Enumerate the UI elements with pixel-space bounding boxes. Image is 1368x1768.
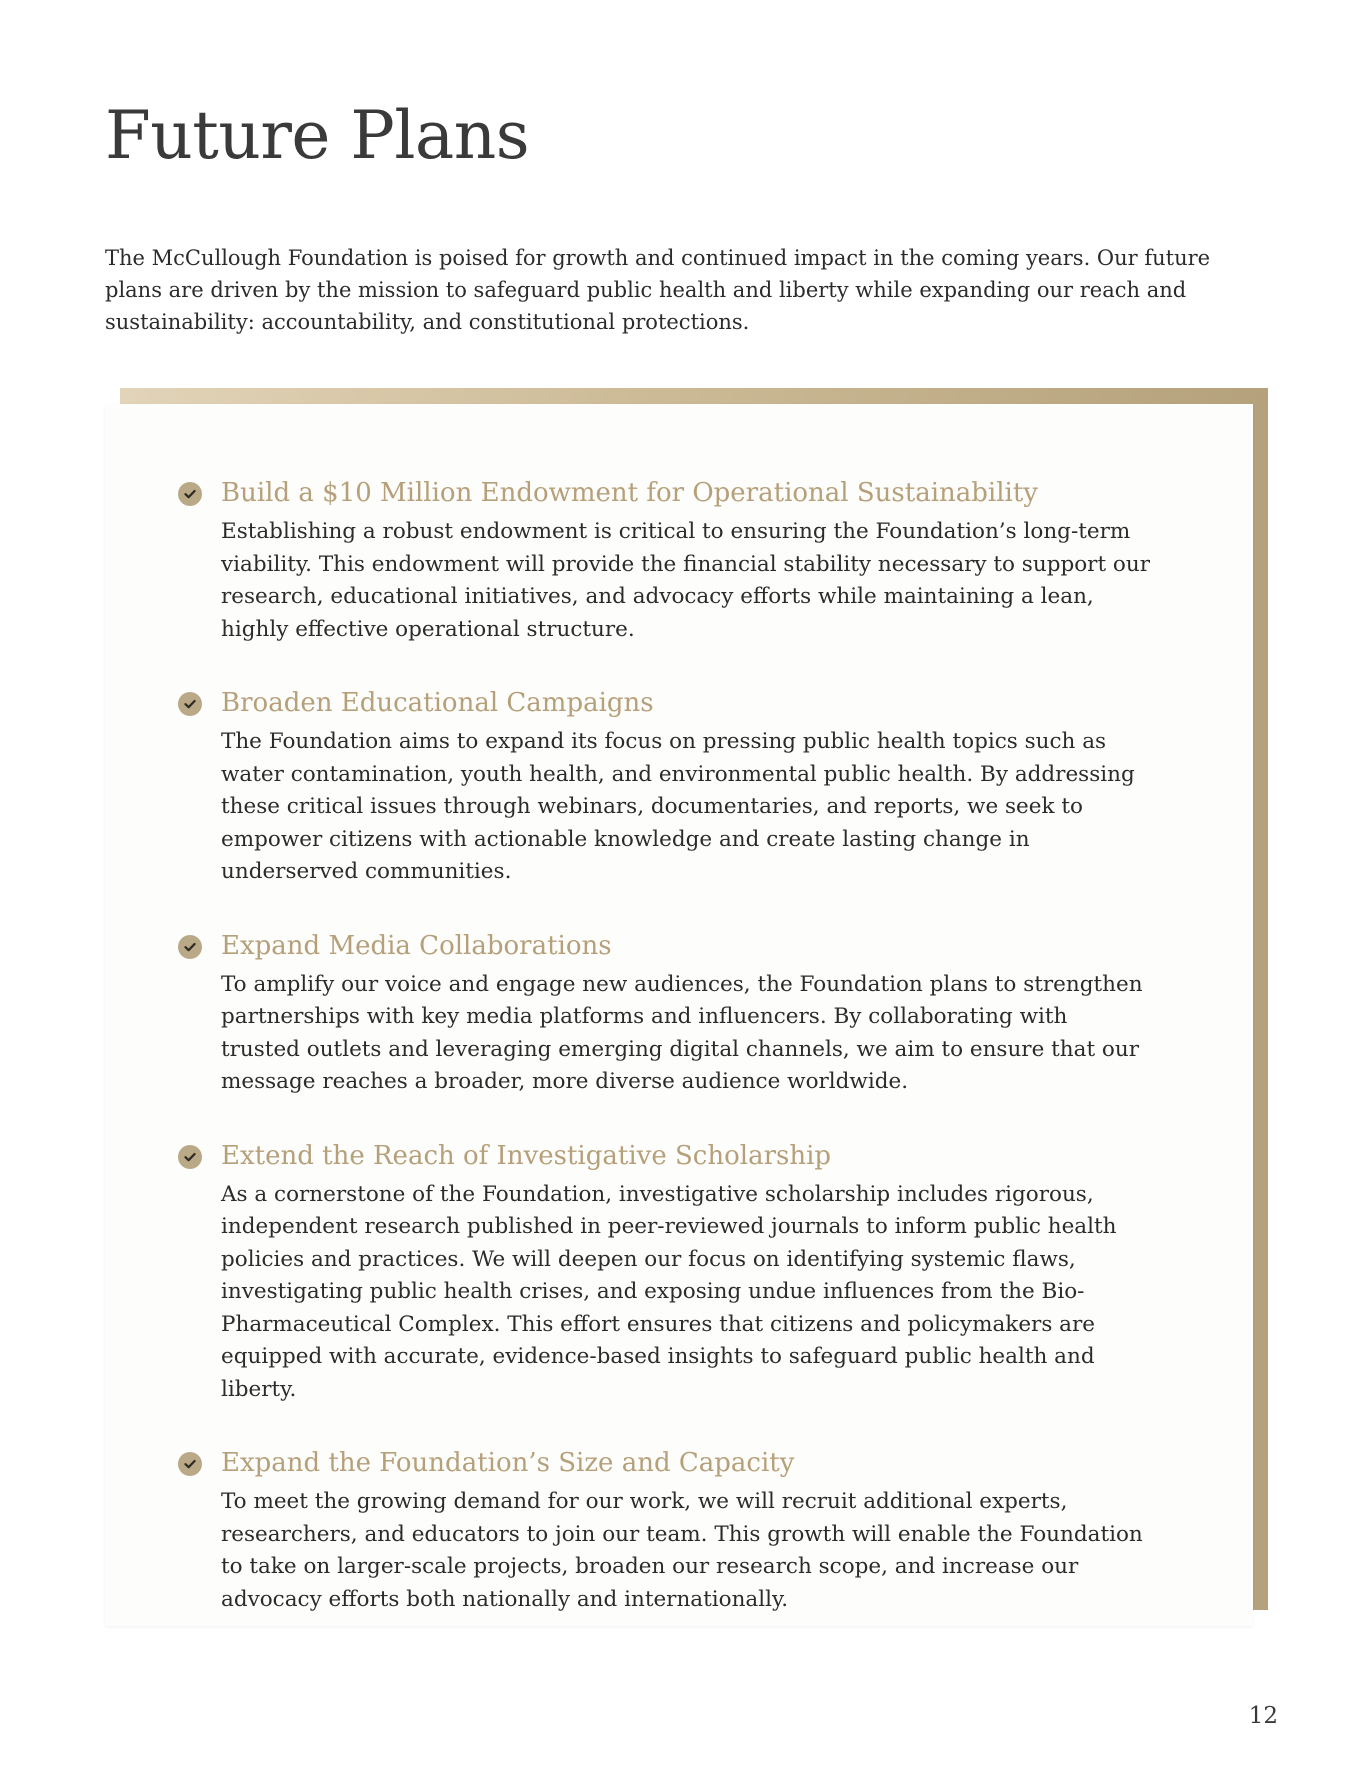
page-title: Future Plans	[105, 97, 530, 174]
plan-title: Extend the Reach of Investigative Scholarship	[221, 1140, 832, 1171]
plan-item-media-collaborations	[105, 927, 1253, 1099]
plan-description: To meet the growing demand for our work, we will recruit additional experts, researchers, and educators to join our team. This growth will enable the Foundation to take on larger-scale projects, broaden our research scope, and increase our advocacy efforts both nationally and internationally.	[221, 1489, 1143, 1612]
plans-list	[105, 474, 1253, 1654]
check-circle-icon	[178, 935, 202, 959]
plan-item-endowment	[105, 474, 1253, 646]
check-circle-icon	[178, 692, 202, 716]
plans-card	[105, 404, 1253, 1626]
plan-description: Establishing a robust endowment is critical to ensuring the Foundation’s long-term viability. This endowment will provide the financial stability necessary to support our research, educational initiatives, and advocacy efforts while maintaining a lean, highly effective operational structure.	[221, 519, 1150, 642]
plan-title: Broaden Educational Campaigns	[221, 688, 654, 718]
check-circle-icon	[178, 1145, 202, 1169]
plan-description: The Foundation aims to expand its focus on pressing public health topics such as water contamination, youth health, and environmental public health. By addressing these critical issues through webinars, documentaries, and reports, we seek to empower citizens with actionable knowledge and create lasting change in underserved communities.	[221, 729, 1135, 884]
plan-item-educational-campaigns	[105, 684, 1253, 889]
intro-paragraph: The McCullough Foundation is poised for growth and continued impact in the coming years. Our future plans are driven by the mission to safeguard public health and liberty while expanding our reach and sustainability: accountability, and constitutional protections.	[105, 246, 1211, 334]
check-circle-icon	[178, 1452, 202, 1476]
page-number: 12	[1248, 1703, 1278, 1729]
check-circle-icon	[178, 482, 202, 506]
plan-description: To amplify our voice and engage new audiences, the Foundation plans to strengthen partnerships with key media platforms and influencers. By collaborating with trusted outlets and leveraging emerging digital channels, we aim to ensure that our message reaches a broader, more diverse audience worldwide.	[221, 971, 1143, 1094]
plan-item-investigative-scholarship	[105, 1137, 1253, 1407]
plan-title: Expand Media Collaborations	[221, 930, 612, 961]
plan-description: As a cornerstone of the Foundation, investigative scholarship includes rigorous, independent research published in peer-reviewed journals to inform public health policies and practices. We will deepen our focus on identifying systemic flaws, investigating public health crises, and exposing undue influences from the Bio-Pharmaceutical Complex. This effort ensures that citizens and policymakers are equipped with accurate, evidence-based insights to safeguard public health and liberty.	[221, 1181, 1117, 1402]
plan-title: Build a $10 Million Endowment for Operational Sustainability	[221, 478, 1038, 508]
plan-item-size-capacity	[105, 1444, 1253, 1616]
plan-title: Expand the Foundation’s Size and Capacity	[221, 1448, 795, 1478]
